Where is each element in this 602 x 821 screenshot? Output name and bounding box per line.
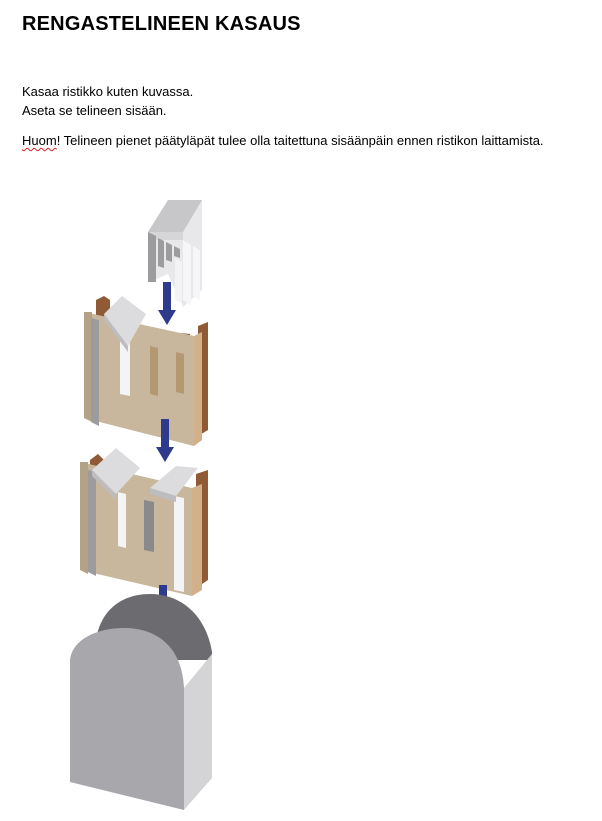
page-title: RENGASTELINEEN KASAUS xyxy=(22,13,301,35)
note-text: ! Telineen pienet päätyläpät tulee olla taitettuna sisäänpäin ennen ristikon laittamista. xyxy=(56,133,544,148)
grid-insert-piece xyxy=(148,200,202,307)
instruction-line-1: Kasaa ristikko kuten kuvassa. xyxy=(22,84,194,99)
arrow-down-icon xyxy=(158,282,176,325)
rack-with-grid xyxy=(84,296,208,446)
instruction-line-2: Aseta se telineen sisään. xyxy=(22,103,167,118)
rack-folded xyxy=(80,448,208,596)
rack-cover xyxy=(70,594,212,810)
note-lead-word: Huom xyxy=(22,133,57,148)
